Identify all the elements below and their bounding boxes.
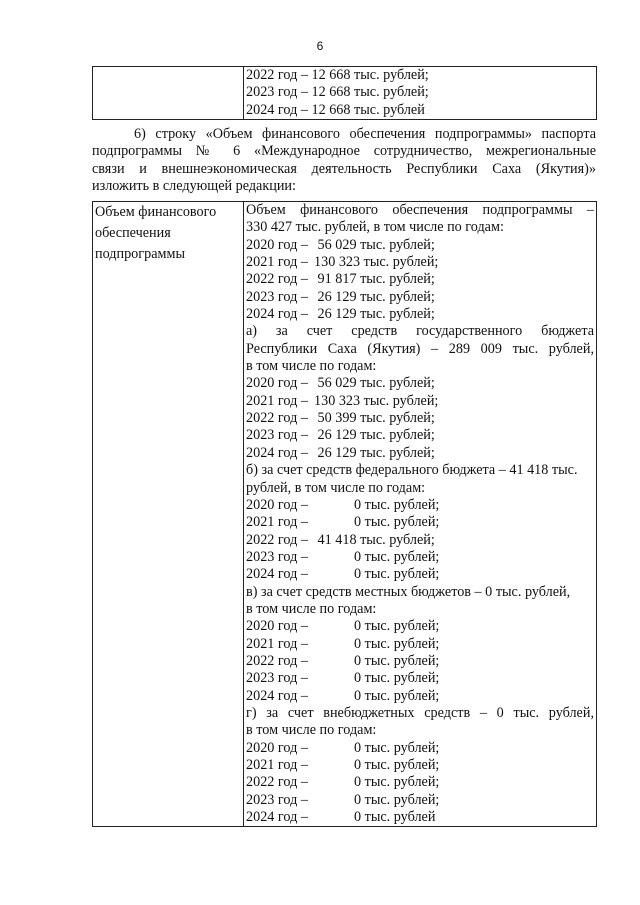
year-label: 2022 год – [246, 531, 308, 548]
year-label: 2020 год – [246, 496, 308, 513]
section-v-year-row [246, 653, 594, 670]
section-b-line: рублей, в том числе по годам: [246, 479, 426, 496]
year-label: 2024 год – [246, 687, 308, 704]
year-label: 2020 год – [246, 739, 308, 756]
continuation-table [92, 66, 597, 120]
section-g-year-row [246, 757, 594, 774]
page-number: 6 [316, 39, 324, 53]
year-label: 2024 год – [246, 566, 308, 583]
amount-value: 0 тыс. рублей; [354, 687, 440, 704]
amount-value: 0 тыс. рублей [354, 809, 436, 826]
label-line: Объем финансового [95, 204, 217, 220]
year-label: 2021 год – [246, 635, 308, 652]
continuation-row: 2022 год – 12 668 тыс. рублей; [246, 67, 429, 83]
section-v-line: в том числе по годам: [246, 600, 377, 617]
amendment-paragraph [92, 126, 596, 196]
section-a-year-row [246, 393, 594, 410]
amount-value: 50 399 тыс. рублей; [314, 410, 435, 427]
amount-value: 0 тыс. рублей; [354, 496, 440, 513]
section-v-year-row [246, 670, 594, 687]
year-label: 2024 год – [246, 809, 308, 826]
paragraph-line: подпрограммы № 6 «Международное сотрудничество, межрегиональные [92, 143, 596, 160]
amount-value: 41 418 тыс. рублей; [314, 531, 435, 548]
section-b-year-row [246, 566, 594, 583]
year-label: 2023 год – [246, 548, 308, 565]
total-year-row [246, 271, 594, 288]
year-label: 2021 год – [246, 757, 308, 773]
financing-content-cell [244, 202, 597, 827]
year-label: 2022 год – [246, 410, 308, 427]
section-b-year-row [246, 532, 594, 549]
year-label: 2023 год – [246, 288, 308, 305]
section-g-year-row [246, 740, 594, 757]
amount-value: 130 323 тыс. рублей; [314, 392, 439, 409]
paragraph-line: 6) строку «Объем финансового обеспечения подпрограммы» паспорта [134, 126, 596, 142]
section-g-line: г) за счет внебюджетных средств – 0 тыс. рублей, [246, 704, 594, 721]
year-label: 2022 год – [246, 774, 308, 791]
section-b-year-row [246, 514, 594, 531]
section-g-year-row [246, 774, 594, 791]
section-b-year-row [246, 497, 594, 514]
section-v-line: в) за счет средств местных бюджетов – 0 тыс. рублей, [246, 583, 571, 600]
amount-value: 0 тыс. рублей; [354, 514, 440, 531]
label-line: обеспечения [95, 225, 171, 241]
amount-value: 26 129 тыс. рублей; [314, 427, 435, 444]
amount-value: 26 129 тыс. рублей; [314, 306, 435, 323]
amount-value: 91 817 тыс. рублей; [314, 271, 435, 288]
financing-table [92, 201, 597, 827]
section-g-year-row [246, 809, 594, 826]
amount-value: 0 тыс. рублей; [354, 635, 440, 652]
total-year-row [246, 237, 594, 254]
financing-label-cell [93, 202, 244, 827]
continuation-row: 2023 год – 12 668 тыс. рублей; [246, 84, 429, 101]
year-label: 2023 год – [246, 427, 308, 444]
section-b-year-row [246, 549, 594, 566]
total-year-row [246, 289, 594, 306]
amount-value: 56 029 тыс. рублей; [314, 375, 435, 392]
amount-value: 0 тыс. рублей; [354, 548, 440, 565]
section-g-year-row [246, 792, 594, 809]
year-label: 2023 год – [246, 791, 308, 808]
section-a-year-row [246, 445, 594, 462]
intro-line: 330 427 тыс. рублей, в том числе по годам: [246, 219, 504, 236]
year-label: 2021 год – [246, 392, 308, 409]
amount-value: 26 129 тыс. рублей; [314, 444, 435, 461]
section-a-line: в том числе по годам: [246, 358, 377, 375]
year-label: 2022 год – [246, 271, 308, 288]
amount-value: 26 129 тыс. рублей; [314, 288, 435, 305]
section-a-line: Республики Саха (Якутия) – 289 009 тыс. рублей, [246, 340, 594, 357]
paragraph-line: изложить в следующей редакции: [92, 178, 296, 195]
year-label: 2023 год – [246, 670, 308, 687]
amount-value: 0 тыс. рублей; [354, 774, 440, 791]
year-label: 2020 год – [246, 618, 308, 635]
label-line: подпрограммы [95, 246, 185, 262]
year-label: 2021 год – [246, 514, 308, 531]
continuation-row: 2024 год – 12 668 тыс. рублей [246, 101, 425, 118]
amount-value: 0 тыс. рублей; [354, 670, 440, 687]
paragraph-line: связи и внешнеэкономическая деятельность Республики Саха (Якутия)» [92, 160, 596, 177]
amount-value: 56 029 тыс. рублей; [314, 236, 435, 253]
amount-value: 0 тыс. рублей; [354, 618, 440, 635]
total-year-row [246, 306, 594, 323]
amount-value: 0 тыс. рублей; [354, 652, 440, 669]
total-year-row [246, 254, 594, 271]
year-label: 2022 год – [246, 652, 308, 669]
amount-value: 0 тыс. рублей; [354, 739, 440, 756]
section-a-year-row [246, 375, 594, 392]
continuation-label-cell [93, 67, 244, 120]
section-a-line: а) за счет средств государственного бюджета [246, 323, 594, 340]
amount-value: 0 тыс. рублей; [354, 757, 440, 773]
year-label: 2020 год – [246, 375, 308, 392]
section-g-line: в том числе по годам: [246, 722, 377, 739]
amount-value: 0 тыс. рублей; [354, 566, 440, 583]
section-v-year-row [246, 618, 594, 635]
section-b-line: б) за счет средств федерального бюджета – 41 418 тыс. [246, 462, 578, 479]
year-label: 2021 год – [246, 254, 308, 271]
section-a-year-row [246, 427, 594, 444]
amount-value: 130 323 тыс. рублей; [314, 254, 439, 271]
year-label: 2020 год – [246, 236, 308, 253]
section-v-year-row [246, 688, 594, 705]
continuation-values-cell [244, 67, 597, 120]
section-v-year-row [246, 636, 594, 653]
section-a-year-row [246, 410, 594, 427]
amount-value: 0 тыс. рублей; [354, 791, 440, 808]
year-label: 2024 год – [246, 444, 308, 461]
intro-line: Объем финансового обеспечения подпрограммы – [246, 202, 594, 218]
year-label: 2024 год – [246, 306, 308, 323]
